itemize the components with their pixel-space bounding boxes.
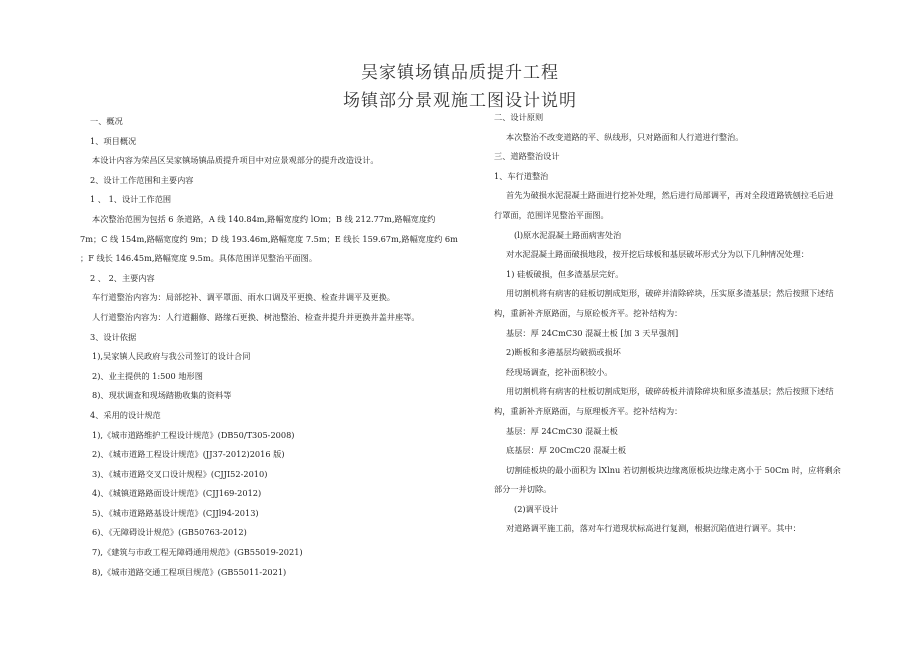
right-text-line: 基层：厚 24CmC30 混凝土板 [506, 425, 618, 436]
left-text-line: ；F 线长 146.45m,路幅宽度 9.5m。具体范围详见整治平面图。 [80, 253, 318, 264]
left-text-line: 人行道整治内容为：人行道翻修、路缘石更换、树池整治、检查井提升并更换井盖井座等。 [92, 311, 420, 322]
right-text-line: 2)断板和多港基层均破损或损坏 [506, 347, 621, 358]
left-text-line: 8)、现状调查和现场踏勘收集的资料等 [92, 390, 232, 401]
left-text-line: 1),《城市道路维护工程设计规范》(DB50/T305-2008) [92, 429, 295, 440]
right-text-line: (l)原水泥混凝土路面病害处治 [514, 229, 622, 240]
left-text-line: 2)、《城市道路工程设计规范》(JJ37-2012)2016 版) [92, 449, 285, 460]
left-text-line: 本次整治范围为包括 6 条道路，A 线 140.84m,路幅宽度约 lOm；B 线 212.77m,路幅宽度约 [92, 213, 436, 224]
right-text-line: 底基层：厚 20CmC20 混凝土板 [506, 445, 627, 456]
left-text-line: 4、采用的设计规范 [90, 409, 161, 420]
right-text-line: 本次整治不改变道路的平、纵线形，只对路面和人行道进行整治。 [506, 131, 744, 142]
left-text-line: 6)、《无障碍设计规范》(GB50763-2012) [92, 527, 247, 538]
right-text-line: 部分一并切除。 [494, 484, 552, 495]
right-text-line: 行罩面，范围详见整治平面图。 [494, 209, 609, 220]
right-text-line: 三、道路整治设计 [494, 151, 560, 162]
left-text-line: 7),《建筑与市政工程无障碍通用规范》(GB55019-2021) [92, 547, 303, 558]
right-column [494, 108, 872, 539]
right-text-line: 对道路调平施工前，落对车行道现状标高进行复测，根据沉陷值进行调平。其中： [506, 523, 801, 534]
left-text-line: 2 、 2、主要内容 [90, 272, 155, 283]
left-text-line: 车行道整治内容为：局部挖补、调平罩面、雨水口调及平更换、检查井调平及更换。 [92, 292, 395, 303]
right-text-line: 经现场调查，挖补面积较小。 [506, 366, 613, 377]
right-text-line: 构，重新补齐原路面，与原理板齐平。挖补结构为： [494, 405, 683, 416]
document-title-line1: 吴家镇场镇品质提升工程 [361, 63, 559, 83]
left-text-line: 3、设计依据 [90, 331, 137, 342]
right-text-line: 用切割机将有病害的硅板切割成矩形，破碎并清除碎块，压实原多渣基层；然后按照下述结 [506, 288, 834, 299]
left-text-line: 4)、《城镇道路路面设计规范》(CJJ169-2012) [92, 488, 262, 499]
right-text-line: (2)调平设计 [514, 503, 559, 514]
left-text-line: 1、项目概况 [90, 135, 137, 146]
right-text-line: 首先为破损水泥混凝土路面进行挖补处理，然后进行局部调平，再对全段道路铣刨拉毛后进 [506, 190, 834, 201]
left-text-line: 8),《城市道路交通工程项目规范》(GB55011-2021) [92, 566, 287, 577]
left-text-line: 1),吴家镇人民政府与我公司签订的设计合同 [92, 351, 251, 362]
left-text-line: 2)、业主提供的 1:500 地形图 [92, 370, 203, 381]
left-text-line: 5)、《城市道路路基设计规范》(CJJl94-2013) [92, 507, 259, 518]
left-text-line: 2、设计工作范围和主要内容 [90, 174, 194, 185]
left-column [80, 112, 460, 582]
right-text-line: 对水泥混凝土路面破损地段，按开挖后球板和基层破坏形式分为以下几种情况处理： [506, 249, 809, 260]
right-text-line: 基层：厚 24CmC30 混凝土板 [加 3 天早强剂] [506, 327, 679, 338]
left-text-line: 7m；C 线 154m,路幅宽度约 9m；D 线 193.46m,路幅宽度 7.5m；E 线长 159.67m,路幅宽度约 6m [80, 233, 458, 244]
left-text-line: 本设计内容为荣昌区吴家镇场镇品质提升项目中对应景观部分的提升改造设计。 [92, 155, 379, 166]
right-text-line: 1、车行道整治 [494, 170, 549, 181]
right-text-line: 二、设计原则 [494, 112, 544, 122]
right-text-line: 构，重新补齐原路面，与原砼板齐平。挖补结构为： [494, 307, 683, 318]
left-text-line: 1 、 1、设计工作范围 [90, 194, 172, 205]
left-text-line: 一、概况 [90, 116, 123, 126]
right-text-line: 用切割机将有病害的杜板切割成矩形，破碎砖板并清除碎块和原多渣基层；然后按照下述结 [506, 386, 834, 397]
document-title-line2: 场镇部分景观施工图设计说明 [343, 91, 577, 111]
right-text-line: 1) 硅板破损，但多渣基层完好。 [506, 268, 624, 279]
right-text-line: 切割硅板块的最小面积为 lXlnu 若切割板块边缘离原板块边缘走离小于 50Cm 时，应将剩余 [506, 464, 841, 475]
left-text-line: 3)、《城市道路交叉口设计规程》(CJJI52-2010) [92, 468, 268, 479]
